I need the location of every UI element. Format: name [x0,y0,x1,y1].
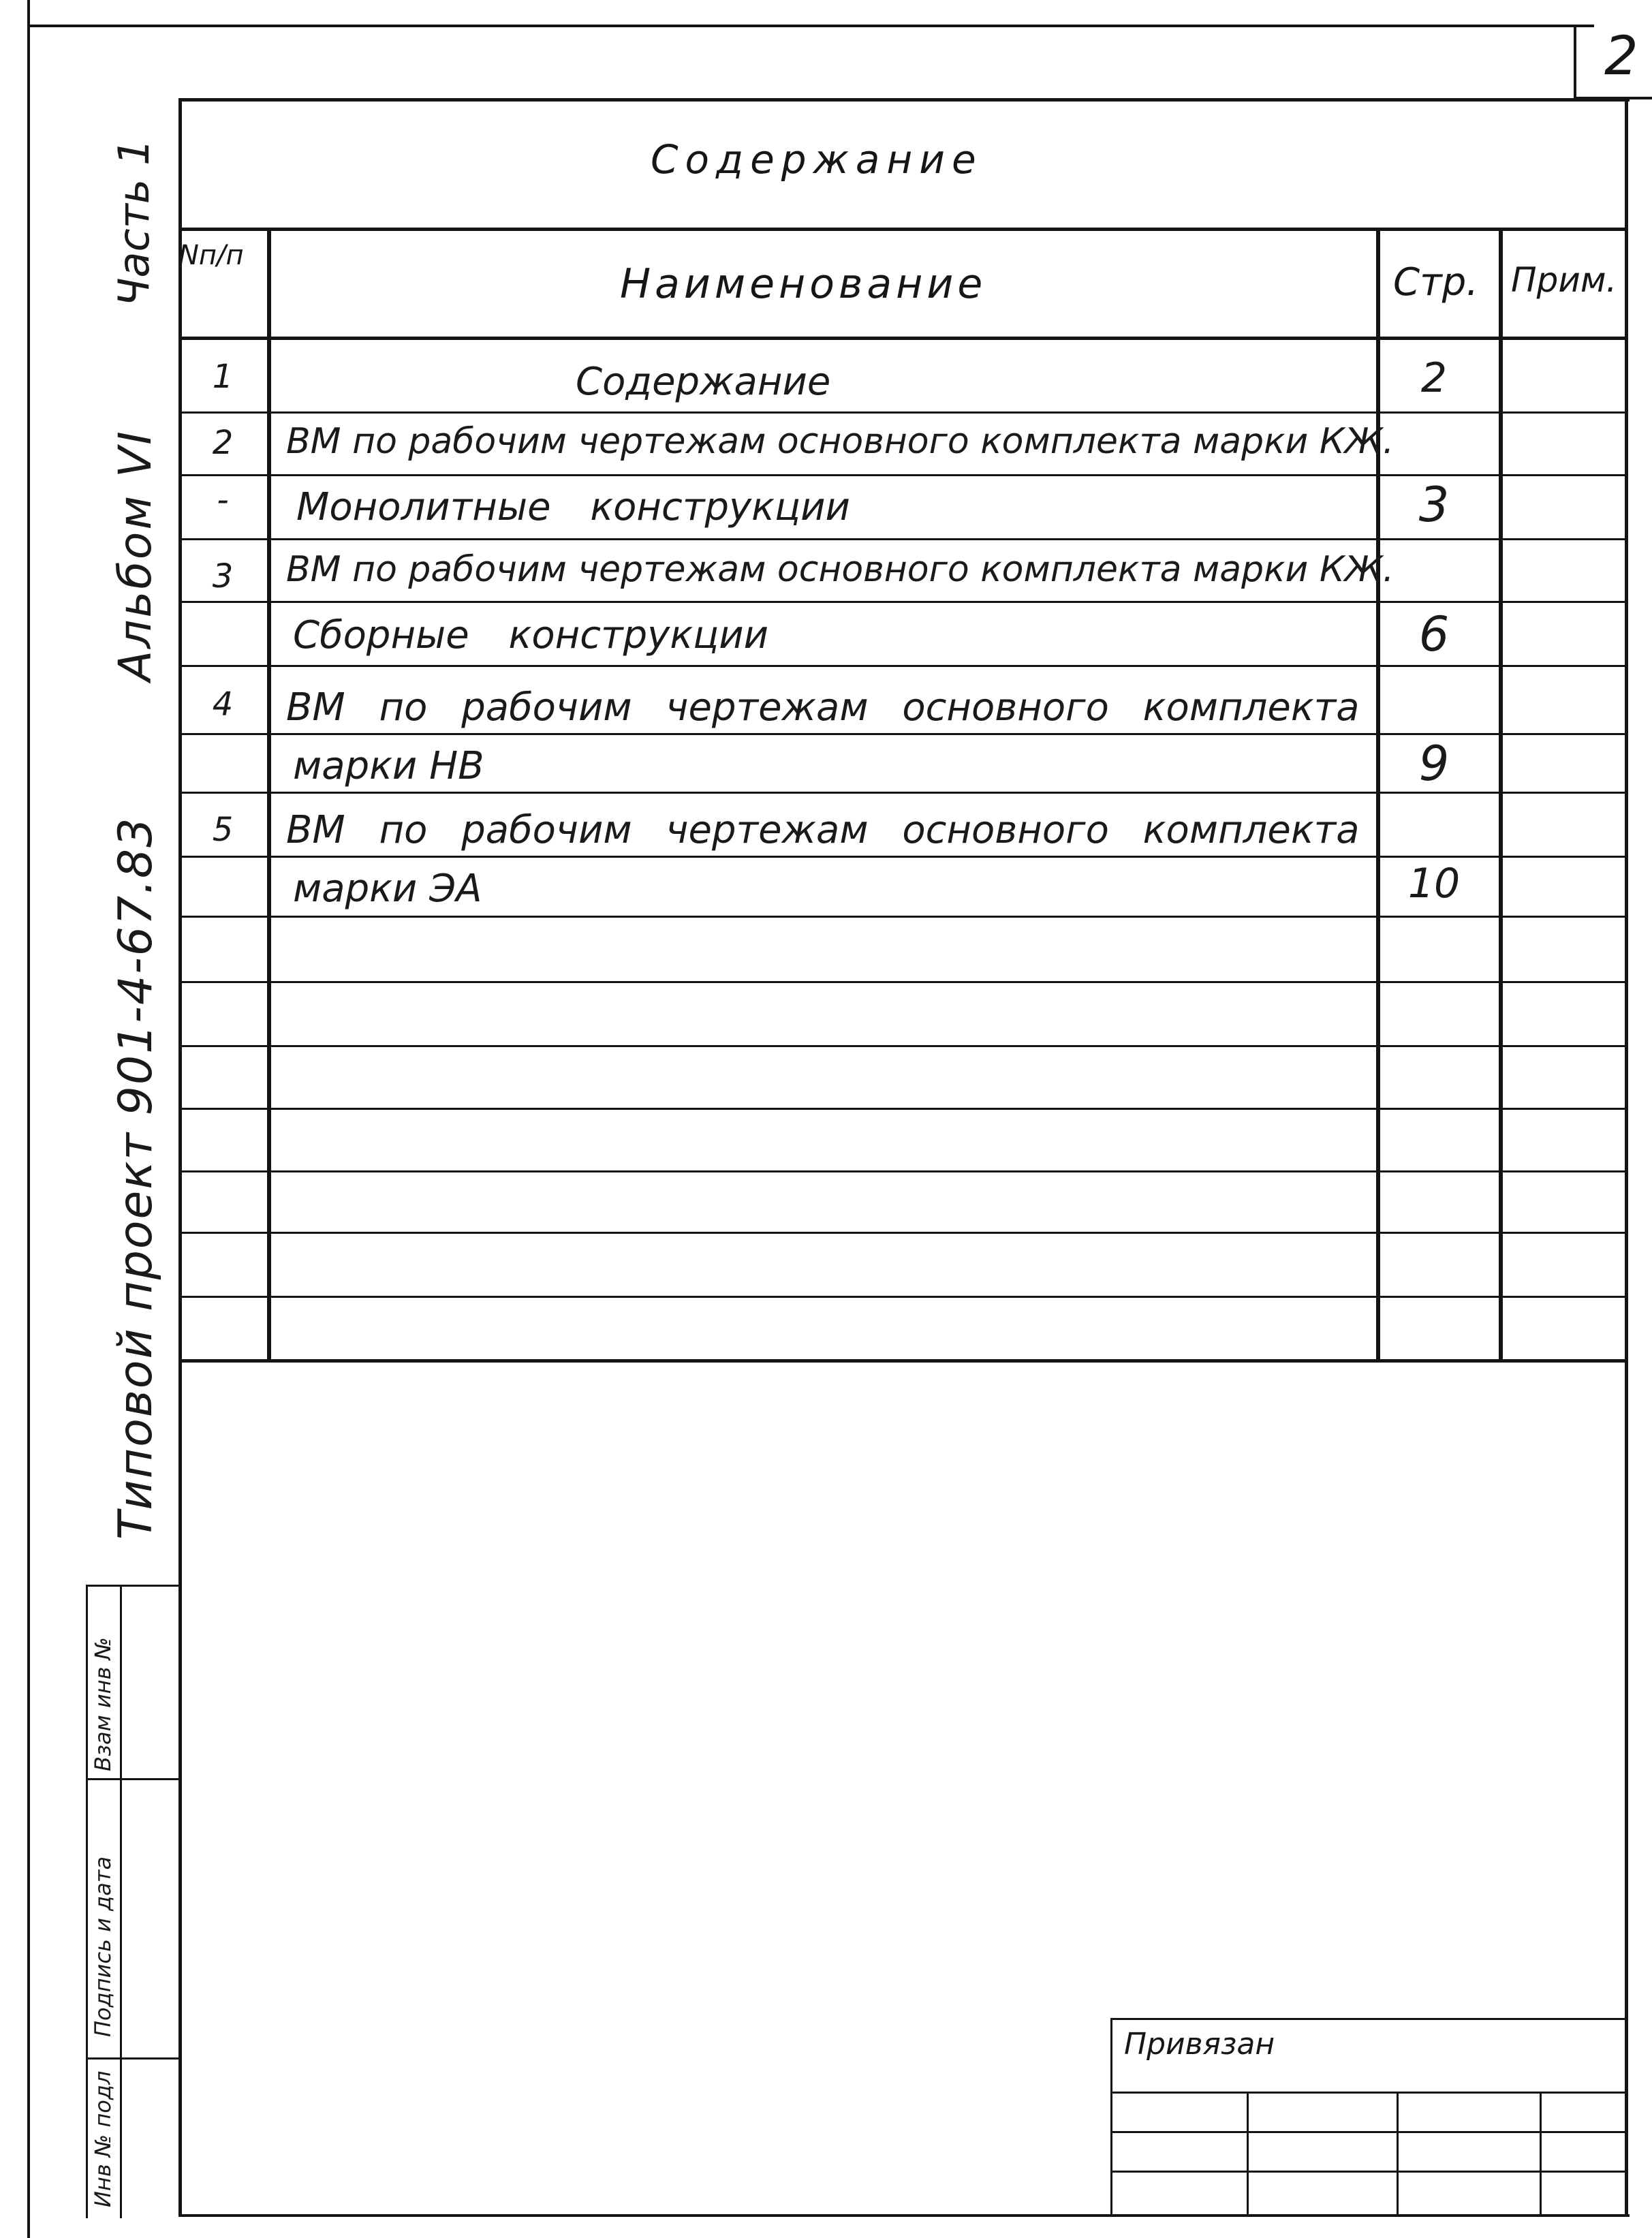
row-name: ВМ по рабочим чертежам основного комплекта марки КЖ. [286,549,1394,590]
side-part-label: Часть 1 [109,138,159,307]
row-page: 6 [1418,606,1450,662]
stamp-inv-original: Инв № подл [90,2070,116,2207]
row-separator [178,733,1628,735]
row-separator [178,538,1628,540]
stamp-top [86,1585,181,1587]
frame-left [27,0,30,2238]
row-number: 5 [212,811,234,849]
row-number: 1 [212,358,234,396]
binding-col-2 [1397,2092,1399,2216]
row-name: Сборные конструкции [293,613,769,657]
row-separator [178,1232,1628,1234]
column-header-number: Nп/п [178,240,244,271]
row-name: марки ЭА [293,867,482,911]
row-name: ВМ по рабочим чертежам основного комплекта [286,685,1360,730]
stamp-sign-date: Подпись и дата [90,1856,116,2037]
row-name: Монолитные конструкции [296,485,850,529]
row-page: 10 [1407,860,1461,907]
table-bottom-border [178,1359,1628,1363]
row-name: Содержание [576,360,831,404]
row-separator [178,856,1628,858]
toc-title: Содержание [651,136,983,183]
binding-left [1110,2018,1112,2216]
row-name: ВМ по рабочим чертежам основного комплекта марки КЖ. [286,421,1394,462]
binding-col-1 [1247,2092,1249,2216]
row-separator [178,665,1628,667]
row-number: 3 [212,557,234,595]
row-separator [178,474,1628,476]
frame-top [27,25,1594,27]
stamp-outer-left [120,1585,122,2218]
row-separator [178,1045,1628,1047]
row-separator [178,792,1628,794]
row-number: 2 [212,424,234,462]
col-divider-num [267,228,271,1362]
content-top-border [178,98,1630,102]
side-album-label: Альбом VI [109,429,161,681]
row-name: марки НВ [293,744,484,788]
binding-row-3 [1110,2171,1628,2173]
row-separator [178,601,1628,603]
spine-border [178,98,182,2217]
header-bottom-border [178,337,1628,340]
row-number: 4 [212,685,234,724]
stamp-inv-replace: Взам инв № [90,1637,116,1771]
row-separator [178,1296,1628,1298]
stamp-divider-1 [86,1778,181,1780]
row-name: ВМ по рабочим чертежам основного комплекта [286,808,1360,852]
binding-col-3 [1540,2092,1542,2216]
row-separator [178,981,1628,983]
content-right-border [1625,98,1628,2217]
row-separator [178,916,1628,918]
column-header-name: Наименование [620,260,987,308]
row-page: 2 [1420,354,1448,402]
binding-row-2 [1110,2131,1628,2133]
column-header-page: Стр. [1393,260,1479,305]
page-number: 2 [1604,26,1638,87]
stamp-divider-2 [86,2057,181,2060]
binding-top [1110,2018,1628,2020]
row-number: - [217,481,229,519]
page-number-box-left [1574,25,1576,98]
row-separator [178,1108,1628,1110]
row-separator [178,1170,1628,1172]
stamp-outer-right [86,1585,88,2218]
row-separator [178,411,1628,414]
table-top-border [178,228,1628,231]
row-page: 9 [1418,736,1450,792]
binding-label: Привязан [1124,2027,1275,2062]
column-header-note: Прим. [1511,260,1617,300]
row-page: 3 [1418,477,1450,533]
col-divider-note [1499,228,1503,1362]
content-bottom-border [178,2214,1630,2217]
side-project-label: Типовой проект 901-4-67.83 [109,816,163,1540]
binding-row-1 [1110,2092,1628,2094]
